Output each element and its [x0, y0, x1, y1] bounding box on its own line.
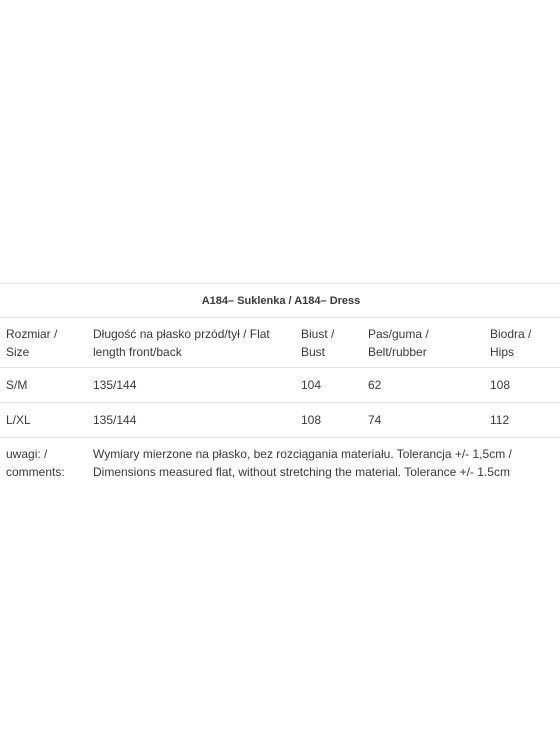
cell-waist: 62	[362, 368, 484, 403]
table-row	[0, 368, 560, 403]
notes-row	[0, 438, 560, 488]
cell-hips: 112	[484, 403, 560, 438]
cell-size: L/XL	[0, 403, 87, 438]
cell-size: S/M	[0, 368, 87, 403]
size-table	[0, 283, 560, 487]
header-size: Rozmiar / Size	[0, 318, 87, 368]
notes-text: Wymiary mierzone na płasko, bez rozciągania materiału. Tolerancja +/- 1,5cm / Dimensions measured flat, without stretching the material. Tolerance +/- 1.5cm	[87, 438, 560, 488]
header-waist: Pas/guma / Belt/rubber	[362, 318, 484, 368]
table-row	[0, 403, 560, 438]
table-title: A184– Suklenka / A184– Dress	[0, 284, 560, 318]
table-header-row	[0, 318, 560, 368]
cell-waist: 74	[362, 403, 484, 438]
cell-bust: 104	[295, 368, 362, 403]
cell-hips: 108	[484, 368, 560, 403]
header-hips: Biodra / Hips	[484, 318, 560, 368]
cell-length: 135/144	[87, 368, 295, 403]
cell-bust: 108	[295, 403, 362, 438]
notes-label: uwagi: / comments:	[0, 438, 87, 488]
header-length: Długość na płasko przód/tył / Flat length front/back	[87, 318, 295, 368]
cell-length: 135/144	[87, 403, 295, 438]
header-bust: Biust / Bust	[295, 318, 362, 368]
table-title-row	[0, 284, 560, 318]
